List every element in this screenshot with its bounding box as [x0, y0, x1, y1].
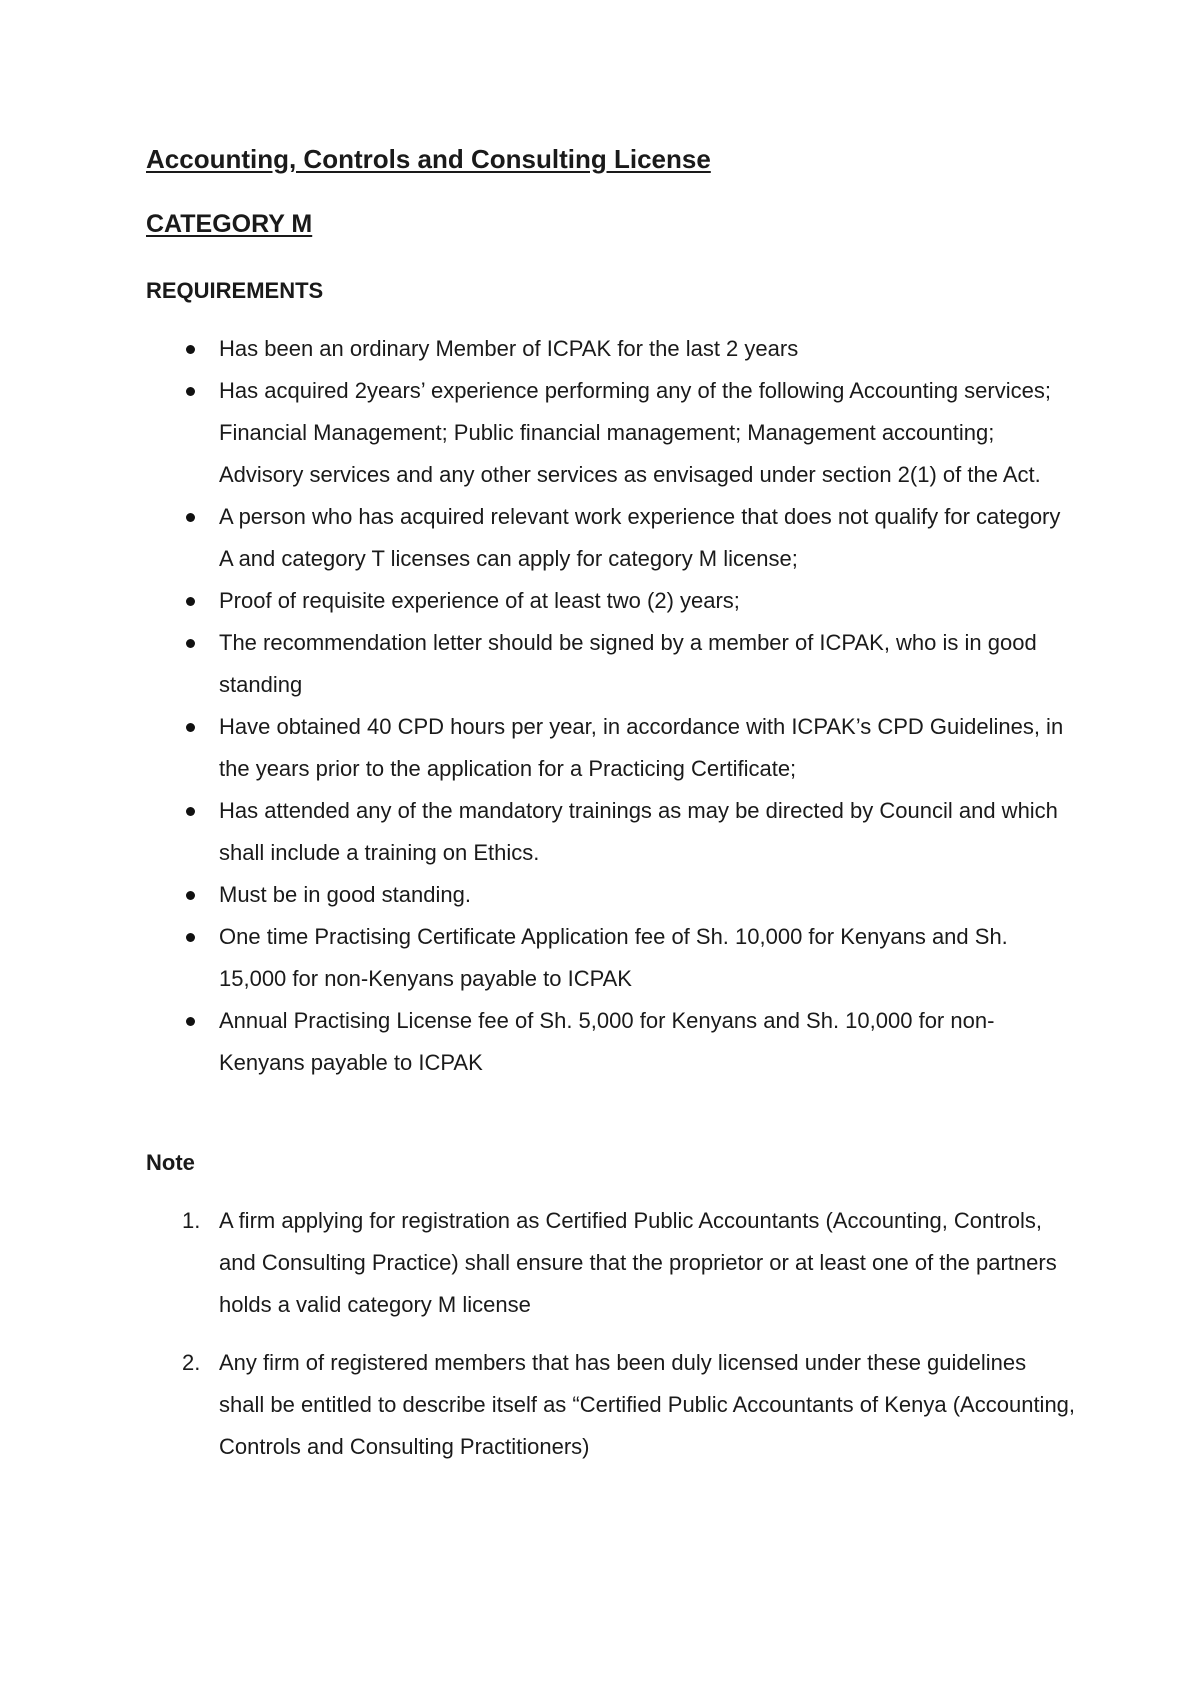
requirement-text: Has acquired 2years’ experience performing any of the following Accounting services; Financial Management; Public financial management; Management accounting; Advisory services and any other services as envisaged under section 2(1) of the Act. — [219, 378, 1051, 487]
note-heading: Note — [146, 1150, 195, 1175]
requirement-item — [146, 1000, 1076, 1084]
bullet-icon — [186, 723, 195, 732]
note-text: Any firm of registered members that has been duly licensed under these guidelines shall be entitled to describe itself as “Certified Public Accountants of Kenya (Accounting, Controls and Consulting Practitioners) — [219, 1350, 1076, 1459]
note-number: 1. — [182, 1208, 201, 1233]
category-heading: CATEGORY M — [146, 210, 313, 238]
note-item — [146, 1200, 1076, 1326]
note-item — [146, 1342, 1076, 1468]
bullet-icon — [186, 597, 195, 606]
requirement-item — [146, 496, 1076, 580]
requirement-text: Has been an ordinary Member of ICPAK for the last 2 years — [219, 336, 799, 361]
note-number: 2. — [182, 1350, 201, 1375]
requirement-item — [146, 370, 1076, 496]
requirement-item — [146, 622, 1076, 706]
requirement-item — [146, 916, 1076, 1000]
requirement-item — [146, 580, 1076, 622]
requirement-item — [146, 328, 1076, 370]
bullet-icon — [186, 933, 195, 942]
bullet-icon — [186, 891, 195, 900]
requirements-heading: REQUIREMENTS — [146, 278, 324, 303]
bullet-icon — [186, 639, 195, 648]
requirement-item — [146, 706, 1076, 790]
bullet-icon — [186, 807, 195, 816]
requirement-text: The recommendation letter should be signed by a member of ICPAK, who is in good standing — [219, 630, 1037, 697]
requirement-text: Has attended any of the mandatory trainings as may be directed by Council and which shall include a training on Ethics. — [219, 798, 1058, 865]
requirement-item — [146, 874, 1076, 916]
notes-list — [146, 1200, 1076, 1484]
document-title: Accounting, Controls and Consulting License — [146, 144, 711, 174]
requirements-list — [146, 328, 1076, 1084]
requirement-text: One time Practising Certificate Application fee of Sh. 10,000 for Kenyans and Sh. 15,000 for non-Kenyans payable to ICPAK — [219, 924, 1008, 991]
bullet-icon — [186, 345, 195, 354]
requirement-text: Annual Practising License fee of Sh. 5,000 for Kenyans and Sh. 10,000 for non-Kenyans payable to ICPAK — [219, 1008, 995, 1075]
bullet-icon — [186, 513, 195, 522]
requirement-text: Must be in good standing. — [219, 882, 471, 907]
note-text: A firm applying for registration as Certified Public Accountants (Accounting, Controls, and Consulting Practice) shall ensure that the proprietor or at least one of the partners holds a valid category M license — [219, 1208, 1057, 1317]
requirement-text: A person who has acquired relevant work experience that does not qualify for category A and category T licenses can apply for category M license; — [219, 504, 1061, 571]
bullet-icon — [186, 1017, 195, 1026]
bullet-icon — [186, 387, 195, 396]
requirement-text: Proof of requisite experience of at least two (2) years; — [219, 588, 740, 613]
requirement-text: Have obtained 40 CPD hours per year, in accordance with ICPAK’s CPD Guidelines, in the years prior to the application for a Practicing Certificate; — [219, 714, 1064, 781]
requirement-item — [146, 790, 1076, 874]
